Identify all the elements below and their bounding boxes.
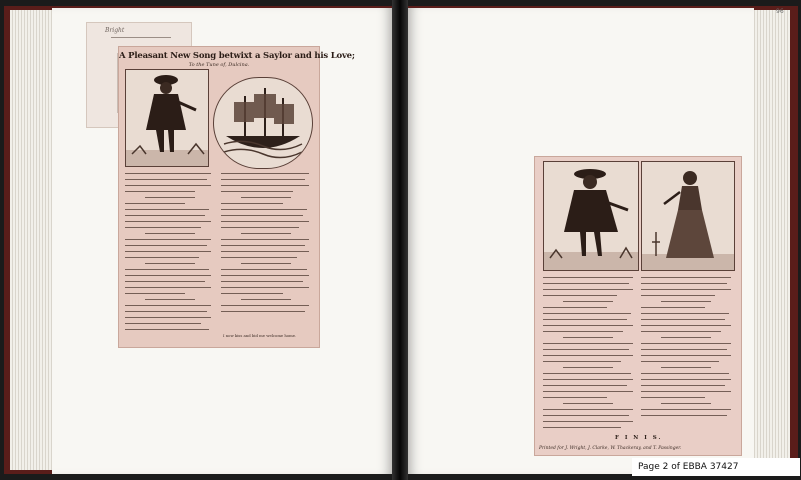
stub-note-text: Bright <box>105 27 125 34</box>
woodcut-woman <box>641 161 735 271</box>
broadside-tune: To the Tune of, Dulcina. <box>188 62 250 68</box>
page-edges-right <box>752 10 790 470</box>
broadside-text-column-2 <box>221 171 313 331</box>
woodcut-sailor <box>125 69 209 167</box>
ship-icon <box>214 78 312 168</box>
broadside-sheet-left <box>118 46 355 348</box>
page-caption: Page 2 of EBBA 37427 <box>632 458 800 476</box>
broadside-title: A Pleasant New Song betwixt a Saylor and his Love; <box>119 51 355 61</box>
page-marker: 96 <box>776 8 784 15</box>
book-gutter <box>392 0 408 480</box>
broadside-finis: F I N I S. <box>615 435 663 441</box>
broadside-text-column-1 <box>125 171 215 339</box>
broadside-sheet-right <box>534 156 742 456</box>
broadside-imprint: Printed for J. Wright, J. Clarke, W. Thackeray, and T. Passinger. <box>539 446 682 451</box>
woodcut-ship <box>213 77 313 169</box>
broadside-text-column-3 <box>543 275 637 435</box>
man-figure-icon <box>544 162 638 270</box>
page-edges-left <box>10 10 52 470</box>
broadside-refrain: I now kiss and bid me welcome home. <box>223 333 297 338</box>
woman-figure-icon <box>642 162 734 270</box>
sailor-figure-icon <box>126 70 208 166</box>
woodcut-man <box>543 161 639 271</box>
broadside-text-column-4 <box>641 275 735 435</box>
stub-handwriting <box>111 37 171 38</box>
